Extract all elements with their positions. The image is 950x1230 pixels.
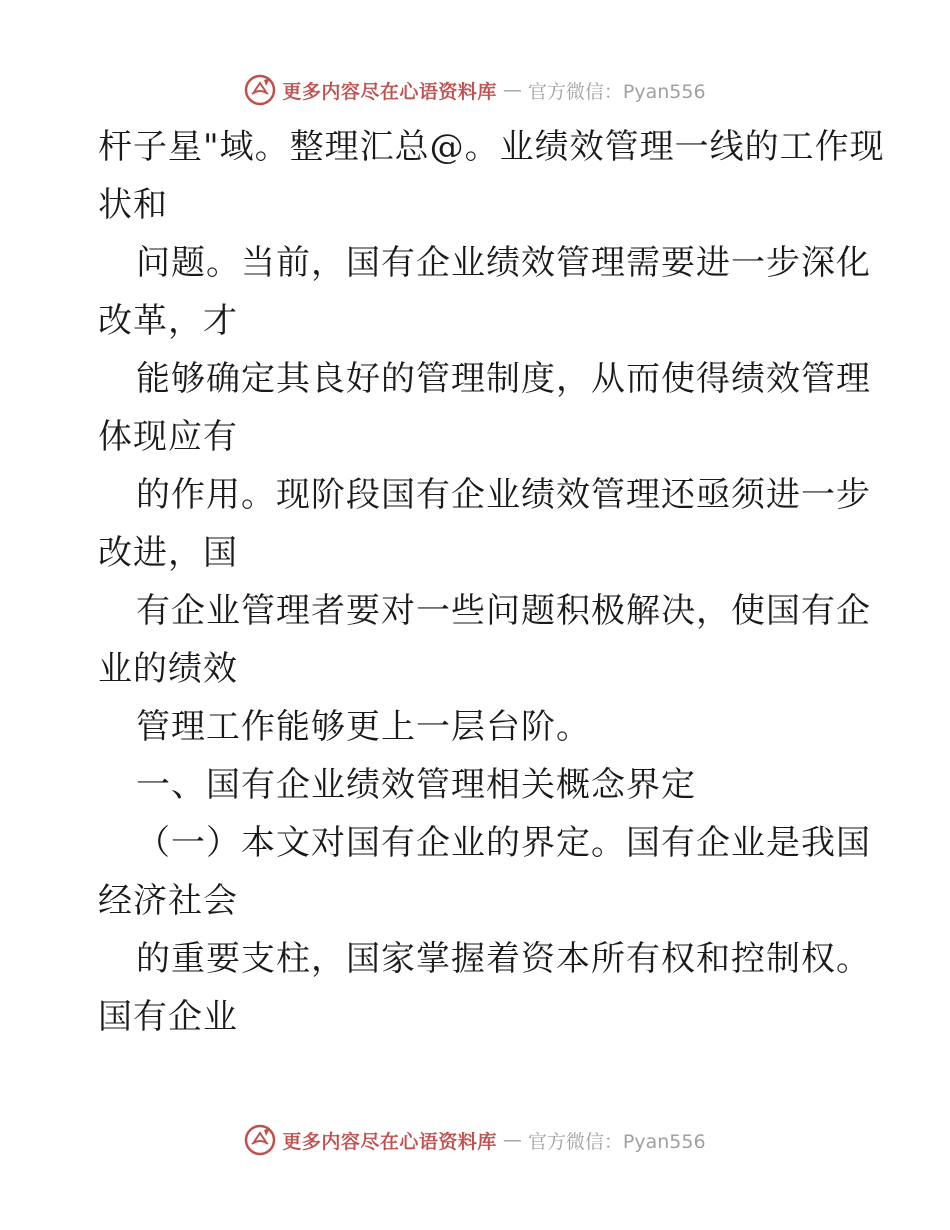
body-line: 杆子星"域。整理汇总@。业绩效管理一线的工作现 (98, 127, 885, 167)
watermark-contact-text: 官方微信：Pyan556 (527, 80, 706, 103)
body-line: （一）本文对国有企业的界定。国有企业是我国 (136, 823, 871, 863)
body-line: 有企业管理者要对一些问题积极解决，使国有企 (136, 591, 871, 631)
body-line: 业的绩效 (98, 649, 238, 689)
watermark-separator: — (502, 1129, 522, 1151)
document-body (98, 118, 885, 1046)
watermark-brand-text: 更多内容尽在心语资料库 (282, 1130, 497, 1153)
body-line: 的作用。现阶段国有企业绩效管理还亟须进一步 (136, 475, 871, 515)
body-line: 的重要支柱，国家掌握着资本所有权和控制权。 (136, 939, 871, 979)
body-line: 改革，才 (98, 301, 238, 341)
body-line: 国有企业 (98, 997, 238, 1037)
header-watermark (0, 70, 950, 110)
book-quill-logo-icon (244, 1124, 276, 1156)
watermark-separator: — (502, 79, 522, 101)
body-line: 经济社会 (98, 881, 238, 921)
body-line: 体现应有 (98, 417, 238, 457)
book-quill-logo-icon (244, 74, 276, 106)
body-line: 能够确定其良好的管理制度，从而使得绩效管理 (136, 359, 871, 399)
body-line: 状和 (98, 185, 168, 225)
watermark-brand-text: 更多内容尽在心语资料库 (282, 80, 497, 103)
section-heading: 一、国有企业绩效管理相关概念界定 (136, 765, 696, 805)
footer-watermark (0, 1120, 950, 1160)
watermark-contact-text: 官方微信：Pyan556 (527, 1130, 706, 1153)
body-line: 改进，国 (98, 533, 238, 573)
body-line: 管理工作能够更上一层台阶。 (136, 707, 591, 747)
body-line: 问题。当前，国有企业绩效管理需要进一步深化 (136, 243, 871, 283)
